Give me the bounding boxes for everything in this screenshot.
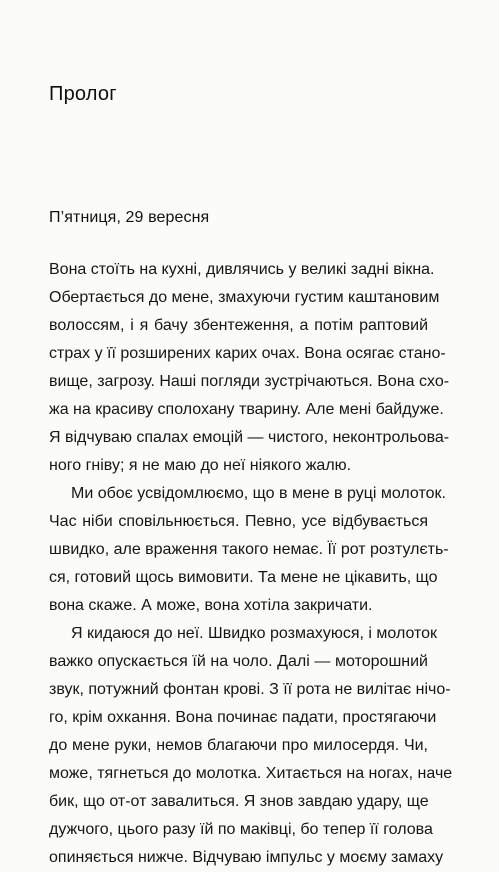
text-line: Час ніби сповільнюється. Певно, усе відбувається xyxy=(49,513,428,530)
text-line: може, тягнеться до молотка. Хитається на ногах, наче xyxy=(49,765,453,782)
text-line: го, крім охкання. Вона починає падати, простягаючи xyxy=(49,709,437,726)
text-line: Вона стоїть на кухні, дивлячись у великі задні вікна. xyxy=(49,261,435,278)
text-line: вище, загрозу. Наші погляди зустрічаються. Вона схо- xyxy=(49,373,450,390)
text-line: Я відчуваю спалах емоцій — чистого, неконтрольова- xyxy=(49,429,450,446)
text-line: страх у її розширених карих очах. Вона осягає стано- xyxy=(49,345,446,362)
text-line: Ми обоє усвідомлюємо, що в мене в руці молоток. xyxy=(71,485,446,502)
text-line: волоссям, і я бачу збентеження, а потім раптовий xyxy=(49,317,428,334)
text-line: дужчого, цього разу їй по маківці, бо тепер її голова xyxy=(49,821,433,838)
text-line: до мене руки, немов благаючи про милосердя. Чи, xyxy=(49,737,428,754)
text-line: бик, що от-от завалиться. Я знов завдаю удару, ще xyxy=(49,793,429,810)
text-line: швидко, але враження такого немає. Її рот розтулєть- xyxy=(49,541,449,558)
chapter-title: Пролог xyxy=(49,83,117,105)
text-line: Обертається до мене, змахуючи густим каштановим xyxy=(49,289,440,306)
text-line: опиняється нижче. Відчуваю імпульс у моєму замаху xyxy=(49,849,444,866)
text-line: Я кидаюся до неї. Швидко розмахуюся, і молоток xyxy=(71,625,438,642)
text-line: ся, готовий щось вимовити. Та мене не цікавить, що xyxy=(49,569,438,586)
text-line: звук, потужний фонтан крові. З її рота не вилітає нічо- xyxy=(49,681,451,698)
body-text xyxy=(49,256,453,872)
date-heading: П’ятниця, 29 вересня xyxy=(49,209,210,226)
text-line: вона скаже. А може, вона хотіла закричати. xyxy=(49,597,373,614)
text-line: жа на красиву сполохану тварину. Але мені байдуже. xyxy=(49,401,444,418)
text-line: важко опускається їй на чоло. Далі — моторошний xyxy=(49,653,428,670)
text-line: ного гніву; я не маю до неї ніякого жалю. xyxy=(49,457,352,474)
